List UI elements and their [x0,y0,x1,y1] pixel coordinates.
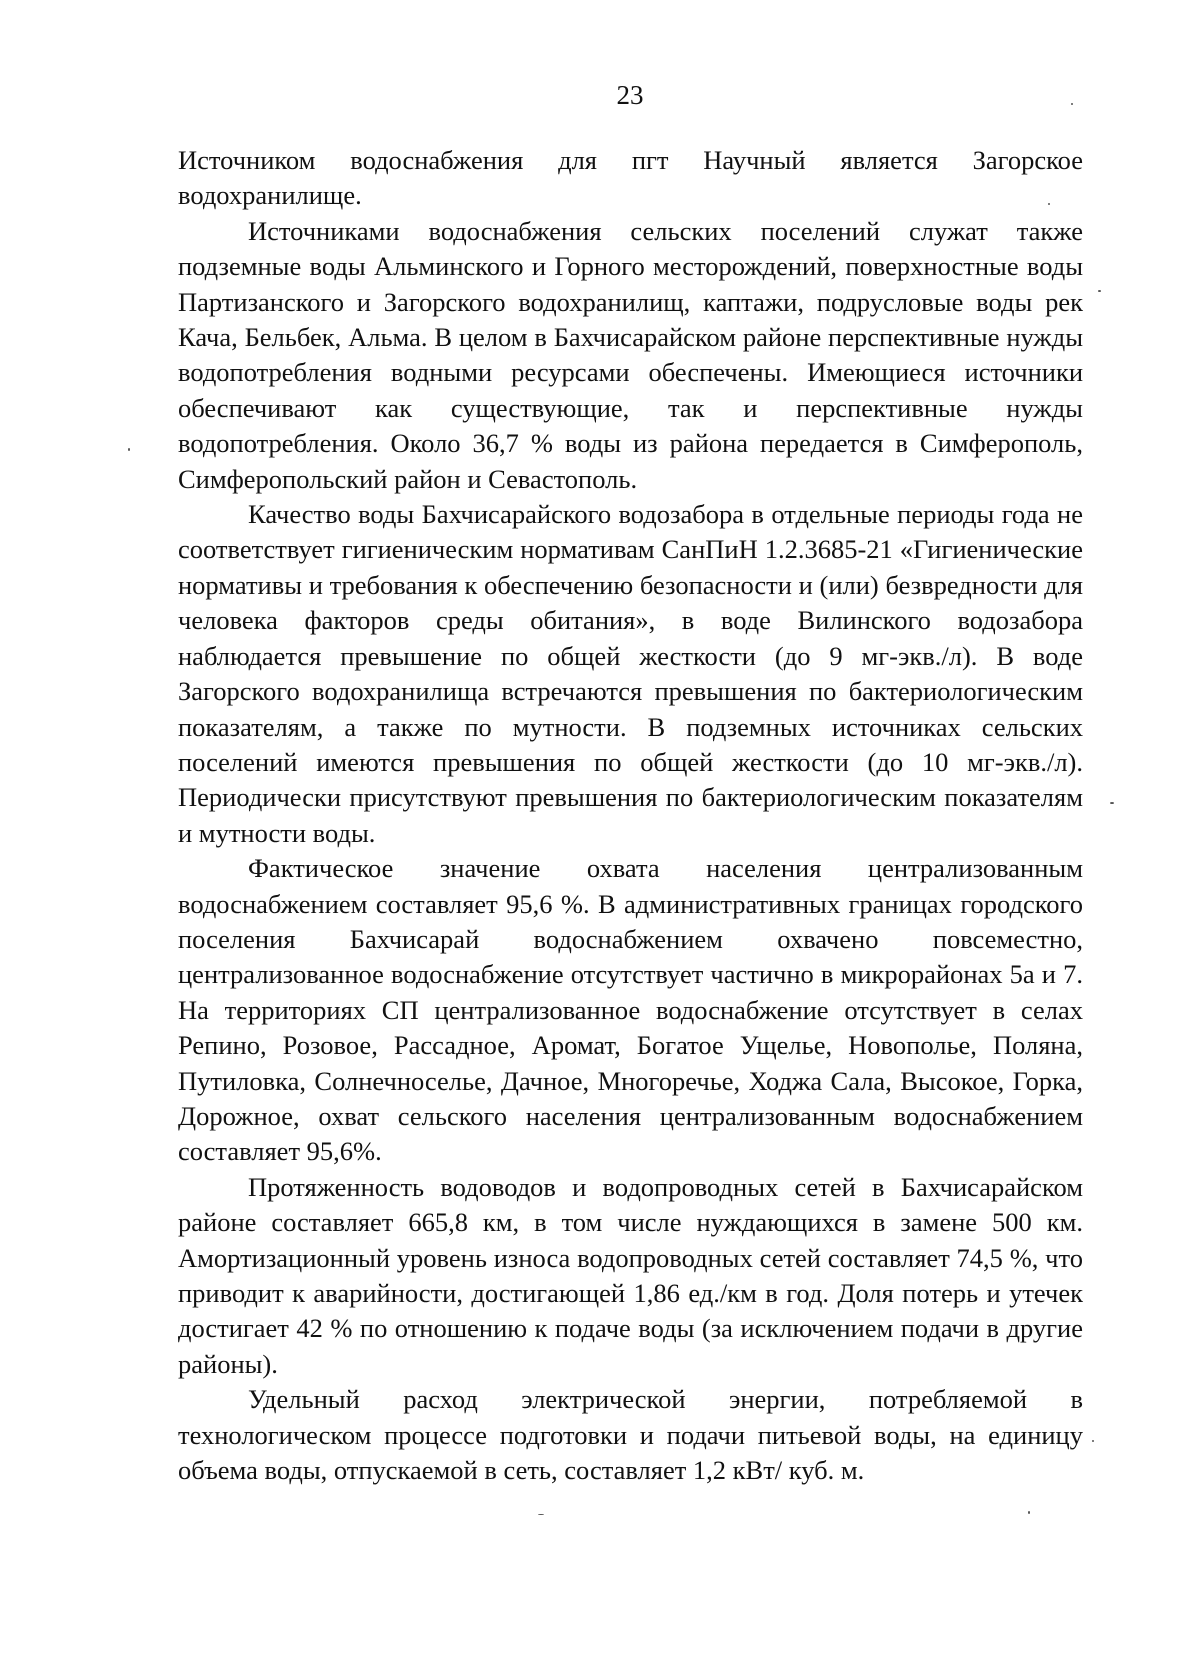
paragraph-network-length: Протяженность водоводов и водопроводных сетей в Бахчисарайском районе составляет 665,8 км, в том числе нуждающихся в замене 500 км. Амортизационный уровень износа водопроводных сетей составляет 74,5 %, что приводит к аварийности, достигающей 1,86 ед./км в год. Доля потерь и утечек достигает 42 % по отношению к подаче воды (за исключением подачи в другие районы). [178,1171,1083,1379]
paragraph-water-source-scientific: Источником водоснабжения для пгт Научный является Загорское водохранилище. [178,145,1083,211]
paragraph-coverage: Фактическое значение охвата населения централизованным водоснабжением составляет 95,6 %. В административных границах городского поселения Бахчисарай водоснабжением охвачено повсеместно, централизованное водоснабжение отсутствует частично в микрорайонах 5а и 7. На территориях СП централизованное водоснабжение отсутствует в селах Репино, Розовое, Рассадное, Аромат, Богатое Ущелье, Новополье, Поляна, Путиловка, Солнечноселье, Дачное, Многоречье, Ходжа Сала, Высокое, Горка, Дорожное, охват сельского населения централизованным водоснабжением составляет 95,6%. [178,853,1083,1167]
scan-speck [1028,1511,1030,1514]
paragraph-water-quality: Качество воды Бахчисарайского водозабора в отдельные периоды года не соответствует гигиеническим нормативам СанПиН 1.2.3685-21 «Гигиенические нормативы и требования к обеспечению безопасности и (или) безвредности для человека факторов среды обитания», в воде Вилинского водозабора наблюдается превышение по общей жесткости (до 9 мг-экв./л). В воде Загорского водохранилища встречаются превышения по бактериологическим показателям, а также по мутности. В подземных источниках сельских поселений имеются превышения по общей жесткости (до 10 мг-экв./л). Периодически присутствуют превышения по бактериологическим показателям и мутности воды. [178,499,1083,848]
scan-speck [1092,1440,1094,1442]
page-number: 23 [616,80,644,110]
scan-speck [1048,203,1050,205]
scan-speck [538,1514,544,1515]
paragraph-rural-water-sources: Источниками водоснабжения сельских поселений служат также подземные воды Альминского и Горного месторождений, поверхностные воды Партизанского и Загорского водохранилищ, каптажи, подрусловые воды рек Кача, Бельбек, Альма. В целом в Бахчисарайском районе перспективные нужды водопотребления водными ресурсами обеспечены. Имеющиеся источники обеспечивают как существующие, так и перспективные нужды водопотребления. Около 36,7 % воды из района передается в Симферополь, Симферопольский район и Севастополь. [178,215,1083,494]
scan-speck [1098,290,1101,292]
paragraph-energy-consumption: Удельный расход электрической энергии, потребляемой в технологическом процессе подготовки и подачи питьевой воды, на единицу объема воды, отпускаемой в сеть, составляет 1,2 кВт/ куб. м. [178,1384,1083,1486]
document-body [178,143,1083,1488]
scan-speck [1110,802,1114,804]
scan-speck [128,448,130,451]
scan-speck [1071,103,1073,105]
